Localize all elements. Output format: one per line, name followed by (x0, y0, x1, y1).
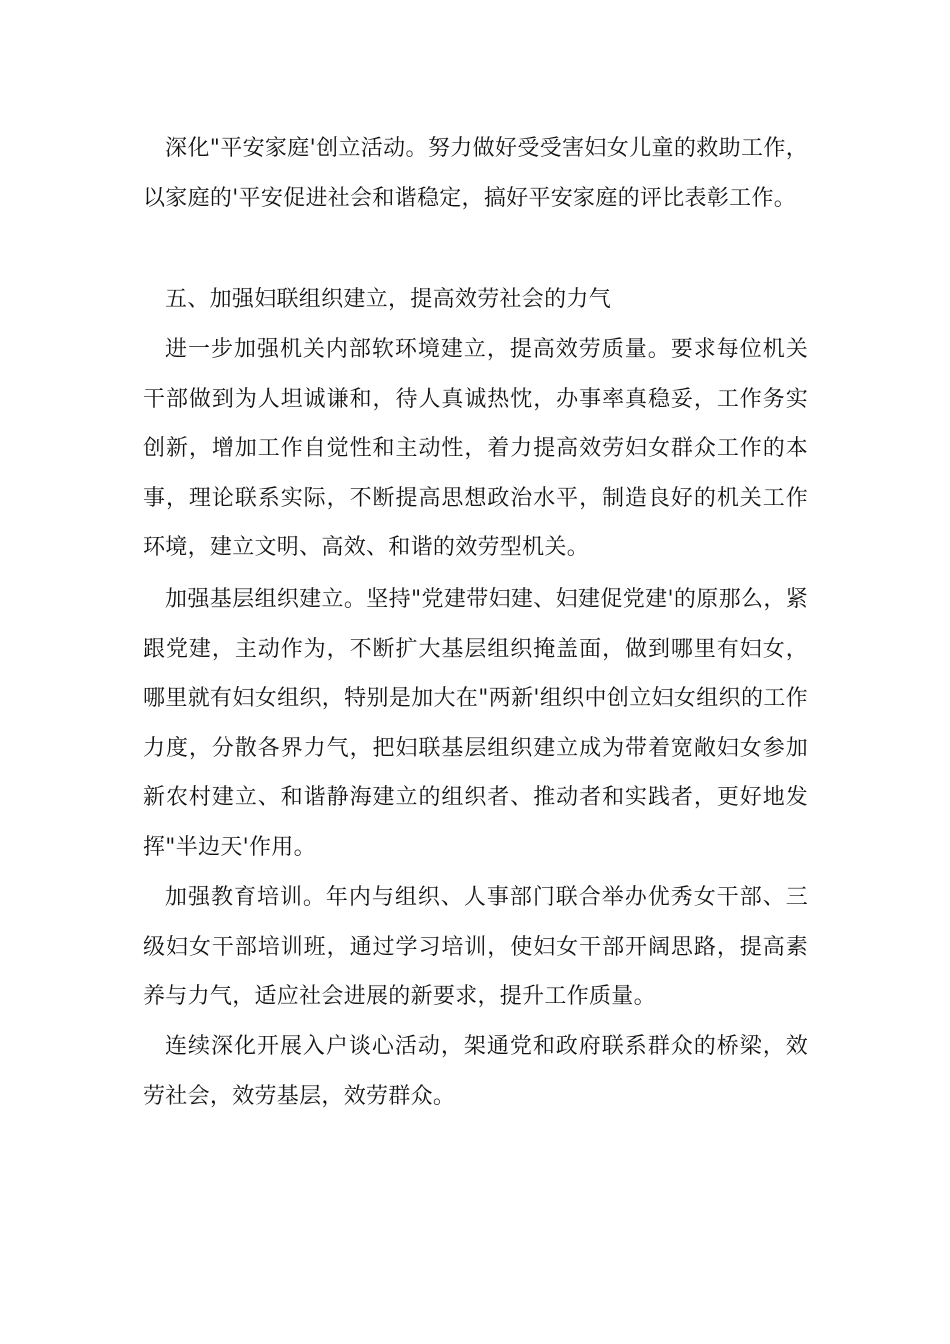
paragraph-education-training: 加强教育培训。年内与组织、人事部门联合举办优秀女干部、三级妇女干部培训班，通过学习培训，使妇女干部开阔思路，提高素养与力气，适应社会进展的新要求，提升工作质量。 (143, 885, 808, 1009)
paragraph-office-environment: 进一步加强机关内部软环境建立，提高效劳质量。要求每位机关干部做到为人坦诚谦和，待人真诚热忱，办事率真稳妥，工作务实创新，增加工作自觉性和主动性，着力提高效劳妇女群众工作的本事，理论联系实际，不断提高思想政治水平，制造良好的机关工作环境，建立文明、高效、和谐的效劳型机关。 (143, 337, 808, 560)
section-heading-five: 五、加强妇联组织建立，提高效劳社会的力气 (165, 287, 612, 312)
paragraph-grassroots-organization: 加强基层组织建立。坚持"党建带妇建、妇建促党建'的原那么，紧跟党建，主动作为，不断扩大基层组织掩盖面，做到哪里有妇女，哪里就有妇女组织，特别是加大在"两新'组织中创立妇女组织的工作力度，分散各界力气，把妇联基层组织建立成为带着宽敞妇女参加新农村建立、和谐静海建立的组织者、推动者和实践者，更好地发挥"半边天'作用。 (143, 587, 808, 860)
paragraph-home-visits: 连续深化开展入户谈心活动，架通党和政府联系群众的桥梁，效劳社会，效劳基层，效劳群众。 (143, 1034, 808, 1109)
paragraph-safe-family: 深化"平安家庭'创立活动。努力做好受受害妇女儿童的救助工作，以家庭的'平安促进社会和谐稳定，搞好平安家庭的评比表彰工作。 (143, 136, 808, 211)
